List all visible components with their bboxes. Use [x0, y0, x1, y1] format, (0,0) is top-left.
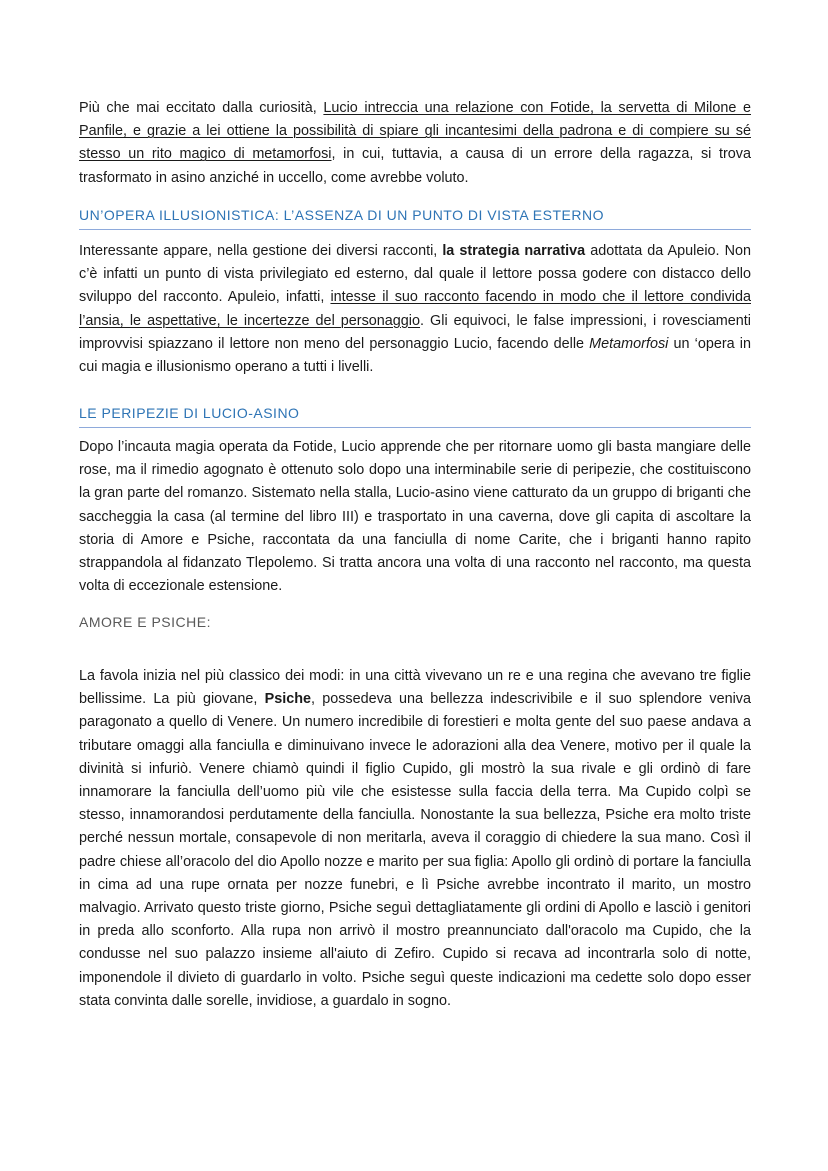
section3-text-2: , possedeva una bellezza indescrivibile e il suo splendore veniva paragonato a quello di Venere. Un numero incredibile di forestieri e molta gente del suo paese andava a tributare omaggi alla fanciulla e diminuivano invece le adorazioni alla dea Venere, motivo per il quale la divinità si infuriò. Venere chiamò quindi il figlio Cupido, gli mostrò la sua rivale e gli ordinò di fare innamorare la fanciulla dell’uomo più vile che esistesse sulla faccia della terra. Ma Cupido colpì se stesso, innamorandosi perdutamente della fanciulla. Nonostante la sua bellezza, Psiche era molto triste perché nessun mortale, consapevole di non meritarla, aveva il coraggio di chiedere la sua mano. Così il padre chiese all’oracolo del dio Apollo nozze e marito per sua figlia: Apollo gli ordinò di portare la fanciulla in cima ad una rupe ornata per nozze funebri, e lì Psiche avrebbe incontrato il marito, un mostro malvagio. Arrivato questo triste giorno, Psiche seguì dettagliatamente gli ordini di Apollo e lasciò i genitori in preda allo sconforto. Alla rupa non arrivò il mostro preannunciato dall'oracolo ma Cupido, che la condusse nel suo palazzo insieme all'aiuto di Zefiro. Cupido si recava ad incontrarla solo di notte, imponendole il divieto di guardarlo in volto. Psiche seguì queste indicazioni ma cedette solo dopo esser stata convinta dalle sorelle, invidiose, a guardalo in sogno. — [79, 691, 751, 1009]
intro-paragraph — [79, 97, 751, 190]
section1-text-2: adottata da Apuleio. Non c’è infatti un punto di vista privilegiato ed esterno, dal quale il lettore possa godere con distacco dello sviluppo del racconto. Apuleio, infatti, — [79, 243, 751, 306]
subheading-amore-e-psiche: AMORE E PSICHE: — [79, 614, 211, 630]
intro-text-2: , in cui, tuttavia, a causa di un errore della ragazza, si trova trasformato in asino anziché in uccello, come avrebbe voluto. — [79, 146, 752, 186]
section3-bold-name: Psiche — [264, 691, 311, 708]
section3-paragraph — [79, 665, 751, 1013]
section-heading-illusionistic-work: UN’OPERA ILLUSIONISTICA: L’ASSENZA DI UN PUNTO DI VISTA ESTERNO — [79, 207, 751, 230]
section3-text-1: La favola inizia nel più classico dei modi: in una città vivevano un re e una regina che avevano tre figlie bellissime. La più giovane, — [79, 668, 751, 708]
section-heading-lucio-asino: LE PERIPEZIE DI LUCIO-ASINO — [79, 405, 751, 428]
section1-underlined-text: intesse il suo racconto facendo in modo che il lettore condivida l’ansia, le aspettative, le incertezze del personaggio — [79, 289, 751, 329]
section1-paragraph-block — [79, 240, 751, 379]
intro-paragraph-block — [79, 97, 751, 190]
section1-text-4: un ‘opera in cui magia e illusionismo operano a tutti i livelli. — [79, 335, 751, 376]
section2-paragraph-block — [79, 436, 751, 598]
section3-paragraph-block — [79, 665, 751, 1013]
section1-paragraph — [79, 240, 751, 379]
section2-paragraph: Dopo l’incauta magia operata da Fotide, Lucio apprende che per ritornare uomo gli basta mangiare delle rose, ma il rimedio agognato è ottenuto solo dopo una interminabile serie di peripezie, che costituiscono la gran parte del romanzo. Sistemato nella stalla, Lucio-asino viene catturato da un gruppo di briganti che saccheggia la casa (al termine del libro III) e trasportato in una caverna, dove gli capita di ascoltare la storia di Amore e Psiche, raccontata da una fanciulla di nome Carite, che i briganti hanno rapito strappandola al fidanzato Tlepolemo. Si tratta ancora una volta di una racconto nel racconto, ma questa volta di eccezionale estensione. — [79, 439, 751, 595]
section1-bold-text: la strategia narrativa — [442, 243, 586, 259]
intro-text-1: Più che mai eccitato dalla curiosità, — [79, 100, 324, 116]
section1-italic-title: Metamorfosi — [589, 335, 669, 352]
intro-underlined-text: Lucio intreccia una relazione con Fotide, la servetta di Milone e Panfile, e grazie a lei ottiene la possibilità di spiare gli incantesimi della padrona e di compiere su sé stesso un rito magico di metamorfosi — [79, 100, 751, 163]
section1-text-3: . Gli equivoci, le false impressioni, i rovesciamenti improvvisi spiazzano il lettore non meno del personaggio Lucio, facendo delle — [79, 312, 751, 352]
section1-text-1: Interessante appare, nella gestione dei diversi racconti, — [79, 243, 443, 259]
